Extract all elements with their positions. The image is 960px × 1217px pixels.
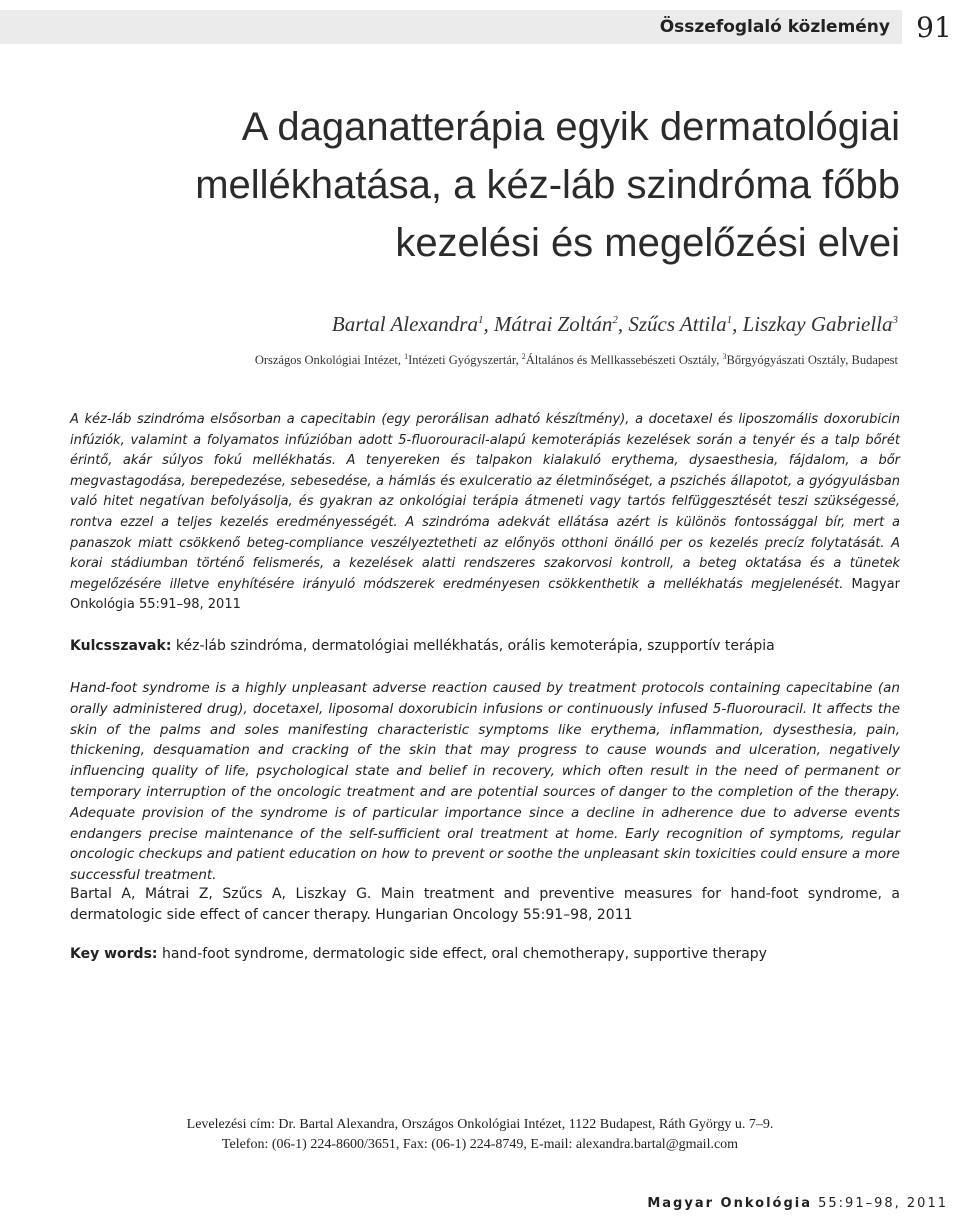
abstract-hungarian-text: A kéz-láb szindróma elsősorban a capecitabin (egy perorálisan adható készítmény), a docetaxel és liposzomális doxorubicin infúziók, valamint a folyamatos infúzióban adott 5-fluorouracil-alapú kemoterápiás kezelések során a tenyér és a talp bőrét érintő, akár súlyos fokú mellékhatás. A tenyereken és talpakon kialakuló erythema, dysaesthesia, fájdalom, a bőr megvastagodása, berepedezése, sebesedése, a hámlás és exulceratio az életminőséget, a pszichés állapotot, a gyógyulásban való hitet negatívan befolyásolja, és gyakran az onkológiai terápia átmeneti vagy tartós felfüggesztését teszi szükségessé, rontva ezzel a teljes kezelés eredményességét. A szindróma adekvát ellátása azért is különös fontossággal bír, mert a panaszok miatt csökkenő beteg-compliance veszélyeztetheti az előnyös otthoni önálló per os kezelés precíz folytatását. A korai stádiumban történő felismerés, a kezelések alatti rendszeres szakorvosi kontroll, a beteg oktatása és a tünetek megelőzésére illetve enyhítésére irányuló módszerek eredményesen csökkenthetik a mellékhatás megjelenését. [70,412,900,592]
title-line: kezelési és megelőzési elvei [395,221,900,265]
title-line: mellékhatása, a kéz-láb szindróma főbb [195,163,900,207]
abstract-hungarian-citation: Magyar Onkológia 55:91–98, 2011 [70,576,900,613]
affiliation-mark: 1 [404,352,409,361]
author-affiliation-mark: 3 [892,314,898,326]
affiliation [18,352,898,368]
footer-journal [647,1196,948,1211]
author-list [98,312,898,337]
keywords-english-text: hand-foot syndrome, dermatologic side effect, oral chemotherapy, supportive therapy [157,946,767,962]
correspondence-address [0,1115,960,1155]
author-name: Mátrai Zoltán [493,312,613,336]
author-separator: , [732,312,743,336]
title-line: A daganatterápia egyik dermatológiai [241,105,900,149]
abstract-english: Hand-foot syndrome is a highly unpleasant adverse reaction caused by treatment protocols containing capecitabine (an orally administered drug), docetaxel, liposomal doxorubicin infusions or continuously infused 5-fluorouracil. It affects the skin of the palms and soles manifesting characteristic symptoms like erythema, inflammation, dysesthesia, pain, thickening, desquamation and cracking of the skin that may progress to cause wounds and ulceration, negatively influencing quality of life, psychological state and belief in recovery, which often result in the need of permanent or temporary interruption of the oncologic treatment and are potential sources of danger to the completion of the therapy. Adequate provision of the syndrome is of particular importance since a decline in adherence due to adverse events endangers precise maintenance of the self-sufficient oral treatment at home. Early recognition of symptoms, regular oncologic checkups and patient education on how to prevent or soothe the unpleasant skin toxicities could ensure a more successful treatment. [70,680,900,884]
citation-english: Bartal A, Mátrai Z, Szűcs A, Liszkay G. Main treatment and preventive measures for hand-foot syndrome, a dermatologic side effect of cancer therapy. Hungarian Oncology 55:91–98, 2011 [70,886,900,923]
footer-journal-name: Magyar Onkológia [647,1196,812,1211]
author-affiliation-mark: 1 [477,314,484,326]
correspondence-line: Telefon: (06-1) 224-8600/3651, Fax: (06-1) 224-8749, E-mail: alexandra.bartal@gmail.com [221,1137,739,1152]
affiliation-mark: 3 [722,352,727,361]
affiliation-mark: 2 [521,352,526,361]
keywords-hungarian [70,636,900,657]
author-affiliation-mark: 1 [726,314,733,326]
keywords-english-label: Key words: [70,946,158,962]
author-name: Bartal Alexandra [331,312,478,336]
section-label: Összefoglaló közlemény [659,17,890,37]
author-separator: , [617,312,629,336]
affiliation-dept: Általános és Mellkassebészeti Osztály, [525,353,723,368]
author-name: Szűcs Attila [628,312,727,336]
affiliation-dept: Bőrgyógyászati Osztály, Budapest [726,353,898,368]
author-affiliation-mark: 2 [612,314,618,326]
author-name: Liszkay Gabriella [742,312,893,336]
keywords-english [70,944,900,965]
abstract-hungarian [70,410,900,616]
correspondence-line: Levelezési cím: Dr. Bartal Alexandra, Országos Onkológiai Intézet, 1122 Budapest, Ráth György u. 7–9. [186,1117,774,1132]
footer-journal-issue: 55:91–98, 2011 [812,1196,948,1211]
article-title [100,98,900,272]
keywords-hungarian-label: Kulcsszavak: [70,638,172,654]
author-separator: , [483,312,494,336]
page-number: 91 [916,10,952,44]
section-header [0,10,902,44]
keywords-hungarian-text: kéz-láb szindróma, dermatológiai mellékhatás, orális kemoterápia, szupportív terápia [171,638,775,654]
affiliation-dept: Intézeti Gyógyszertár, [408,353,522,368]
affiliation-institute: Országos Onkológiai Intézet, [254,353,405,368]
